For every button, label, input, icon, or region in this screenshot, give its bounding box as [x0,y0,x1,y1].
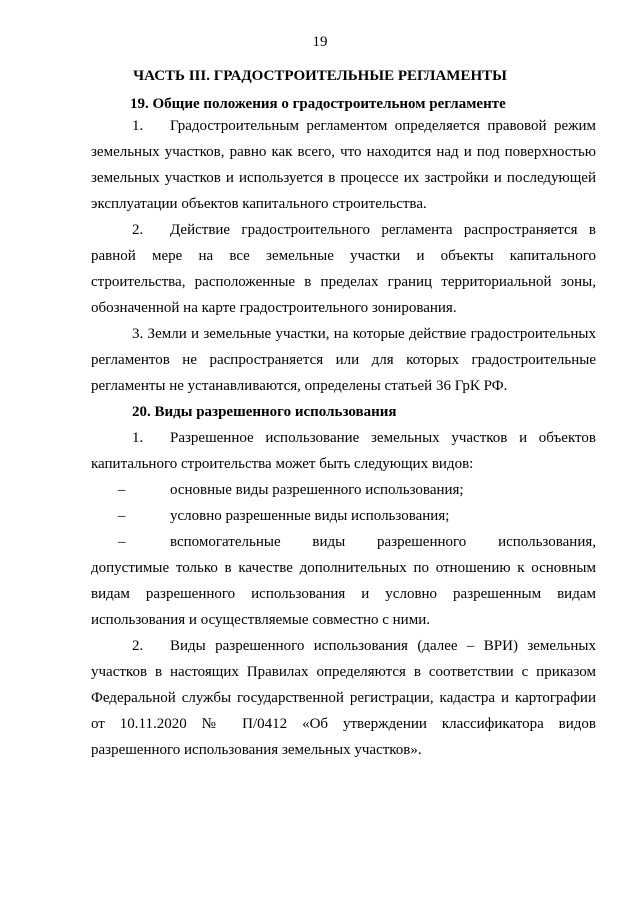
s19-p1-number: 1. [132,118,144,134]
section-20-heading: 20. Виды разрешенного использования [132,404,397,420]
s19-p1-line3: земельных участков и используется в процессе их застройки и последующей [91,170,596,186]
s19-p2-number: 2. [132,222,144,238]
s19-p2-line4: обозначенной на карте градостроительного зонирования. [91,300,457,316]
s20-p2-number: 2. [132,638,144,654]
list-item-3-line4: использования и осуществляемые совместно с ними. [91,612,430,628]
s20-p2-line3: Федеральной службы государственной регистрации, кадастра и картографии [91,690,596,706]
s19-p3-line3: регламенты не устанавливаются, определены статьей 36 ГрК РФ. [91,378,508,394]
list-dash: – [118,508,126,524]
s20-p1-line2: капитального строительства может быть следующих видов: [91,456,474,472]
s19-p2-line3: строительства, расположенные в пределах границ территориальной зоны, [91,274,596,290]
s20-p2-line2: участков в настоящих Правилах определяются в соответствии с приказом [91,664,596,680]
s19-p1-line1-text: Градостроительным регламентом определяется правовой режим [170,118,596,134]
s19-p1-line4: эксплуатации объектов капитального строительства. [91,196,427,212]
section-19-heading: 19. Общие положения о градостроительном регламенте [130,96,506,112]
s19-p3-line2: регламентов не распространяется или для которых градостроительные [91,352,596,368]
list-item-3-line1: вспомогательные виды разрешенного использования, [170,534,596,550]
list-item-1-text: основные виды разрешенного использования; [170,482,464,498]
s19-p1-line2: земельных участков, равно как всего, что находится над и под поверхностью [91,144,596,160]
list-item-3-line2: допустимые только в качестве дополнительных по отношению к основным [91,560,596,576]
s20-p1-line1-text: Разрешенное использование земельных участков и объектов [170,430,596,446]
list-dash: – [118,482,126,498]
page-number: 19 [312,34,328,50]
list-item-3-line3: видам разрешенного использования и условно разрешенным видам [91,586,596,602]
s20-p2-line4: от 10.11.2020 № П/0412 «Об утверждении классификатора видов [91,716,596,732]
list-item-2-text: условно разрешенные виды использования; [170,508,450,524]
s19-p3-line1: 3. Земли и земельные участки, на которые действие градостроительных [132,326,596,342]
s20-p1-number: 1. [132,430,144,446]
s19-p2-line2: равной мере на все земельные участки и объекты капитального [91,248,596,264]
s19-p2-line1-text: Действие градостроительного регламента распространяется в [170,222,596,238]
s20-p2-line5: разрешенного использования земельных участков». [91,742,422,758]
s20-p2-line1-text: Виды разрешенного использования (далее – ВРИ) земельных [170,638,596,654]
part-title: ЧАСТЬ III. ГРАДОСТРОИТЕЛЬНЫЕ РЕГЛАМЕНТЫ [133,68,507,84]
list-dash: – [118,534,126,550]
